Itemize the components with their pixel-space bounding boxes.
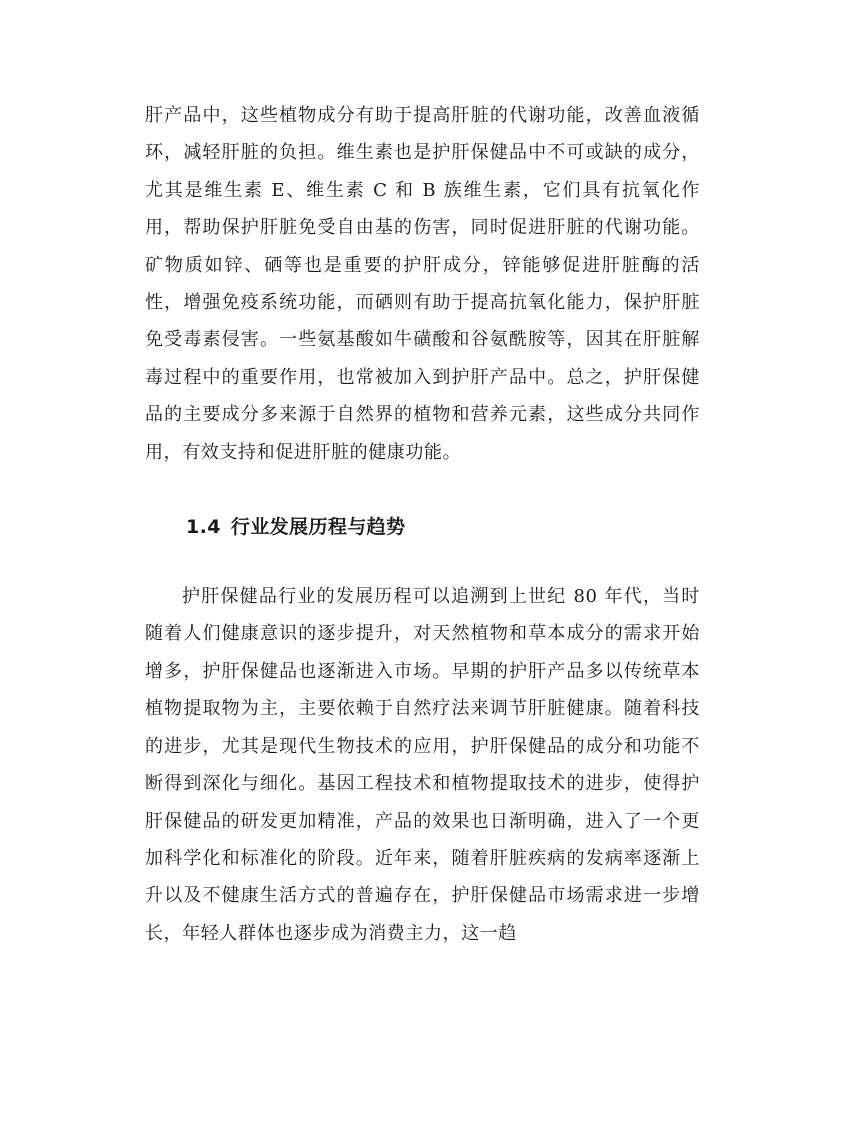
- section-heading: [145, 509, 700, 546]
- section-number: 1.4: [186, 516, 221, 539]
- page-content: [145, 97, 700, 952]
- body-paragraph-continued: 肝产品中，这些植物成分有助于提高肝脏的代谢功能，改善血液循环，减轻肝脏的负担。维生素也是护肝保健品中不可或缺的成分，尤其是维生素 E、维生素 C 和 B 族维生素，它们具有抗氧化作用，帮助保护肝脏免受自由基的伤害，同时促进肝脏的代谢功能。矿物质如锌、硒等也是重要的护肝成分，锌能够促进肝脏酶的活性，增强免疫系统功能，而硒则有助于提高抗氧化能力，保护肝脏免受毒素侵害。一些氨基酸如牛磺酸和谷氨酰胺等，因其在肝脏解毒过程中的重要作用，也常被加入到护肝产品中。总之，护肝保健品的主要成分多来源于自然界的植物和营养元素，这些成分共同作用，有效支持和促进肝脏的健康功能。: [145, 105, 700, 463]
- section-title: 行业发展历程与趋势: [230, 516, 406, 539]
- body-paragraph: 护肝保健品行业的发展历程可以追溯到上世纪 80 年代，当时随着人们健康意识的逐步提升，对天然植物和草本成分的需求开始增多，护肝保健品也逐渐进入市场。早期的护肝产品多以传统草本植物提取物为主，主要依赖于自然疗法来调节肝脏健康。随着科技的进步，尤其是现代生物技术的应用，护肝保健品的成分和功能不断得到深化与细化。基因工程技术和植物提取技术的进步，使得护肝保健品的研发更加精准，产品的效果也日渐明确，进入了一个更加科学化和标准化的阶段。近年来，随着肝脏疾病的发病率逐渐上升以及不健康生活方式的普遍存在，护肝保健品市场需求进一步增长，年轻人群体也逐步成为消费主力，这一趋: [145, 586, 700, 944]
